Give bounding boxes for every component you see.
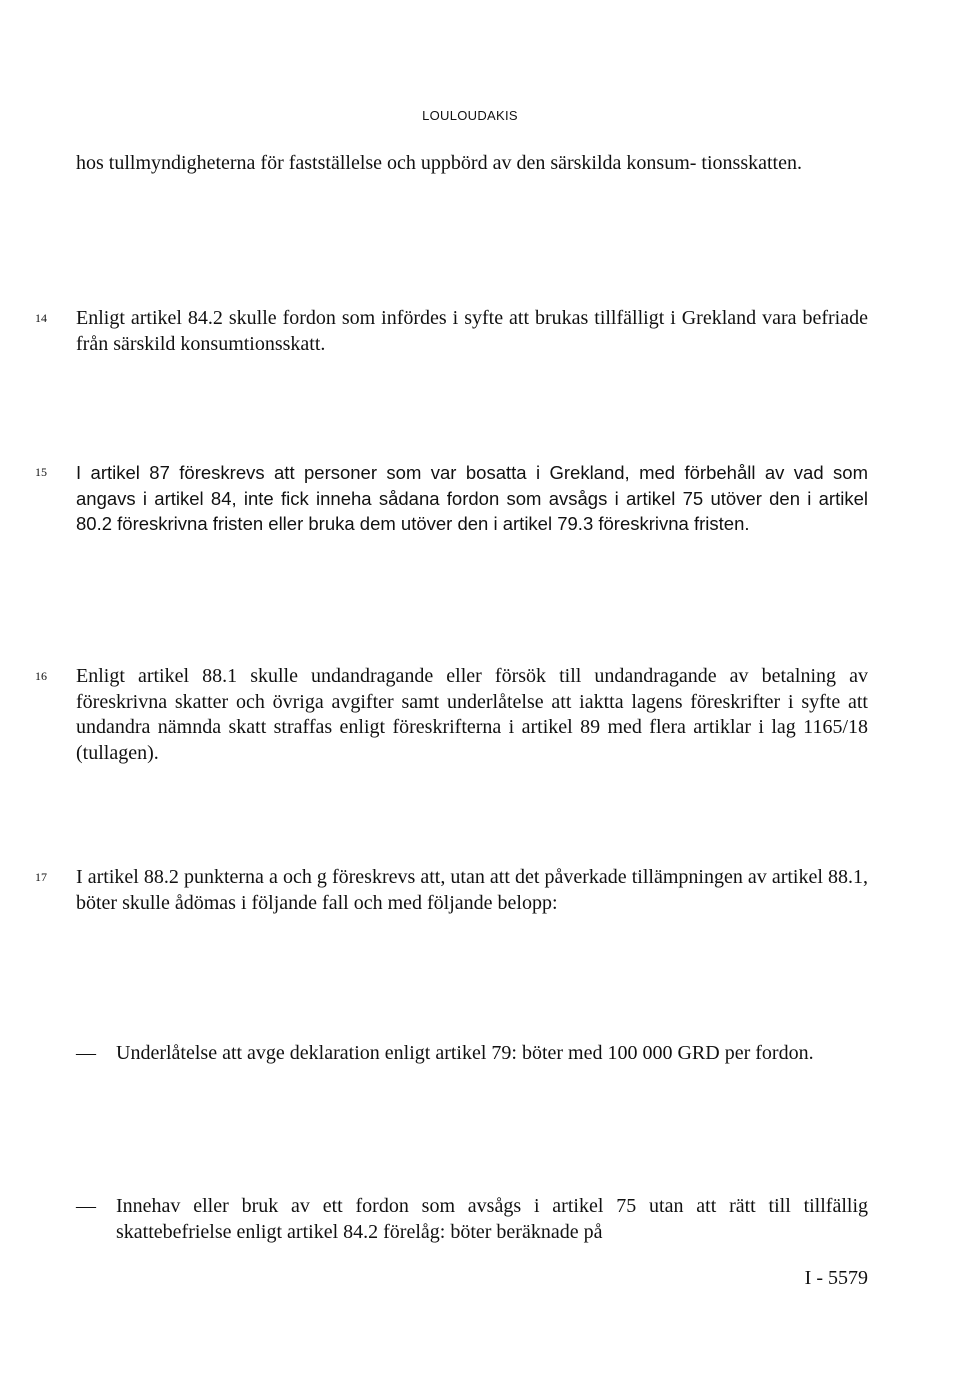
list-bullet: — <box>76 1195 96 1217</box>
paragraph-text: I artikel 88.2 punkterna a och g föreskrevs att, utan att det påverkade tillämpningen av artikel 88.1, böter skulle ådömas i följande fall och med följande belopp: <box>76 866 868 914</box>
list-bullet: — <box>76 1042 96 1064</box>
paragraph-number: 16 <box>35 669 47 683</box>
paragraph-number: 14 <box>35 311 47 325</box>
paragraph-text: Enligt artikel 84.2 skulle fordon som infördes i syfte att brukas tillfälligt i Grekland vara befriade från särskild konsumtionsskatt. <box>76 307 868 355</box>
list-item: Innehav eller bruk av ett fordon som avsågs i artikel 75 utan att rätt till tillfällig skattebefrielse enligt artikel 84.2 förelåg: böter beräknade på <box>116 1195 868 1243</box>
page-number: I - 5579 <box>804 1267 868 1289</box>
running-header: LOULOUDAKIS <box>422 108 518 123</box>
list-item: Underlåtelse att avge deklaration enligt artikel 79: böter med 100 000 GRD per fordon. <box>116 1042 814 1064</box>
paragraph-number: 15 <box>35 465 47 479</box>
paragraph-text: I artikel 87 föreskrevs att personer som var bosatta i Grekland, med förbehåll av vad som angavs i artikel 84, inte fick inneha sådana fordon som avsågs i artikel 75 utöver den i artikel 80.2 föreskrivna fristen eller bruka dem utöver den i artikel 79.3 föreskrivna fristen. <box>76 462 868 534</box>
paragraph-continuation: hos tullmyndigheterna för fastställelse och uppbörd av den särskilda konsum- tionsskatten. <box>76 152 802 174</box>
paragraph-number: 17 <box>35 870 47 884</box>
paragraph-text: Enligt artikel 88.1 skulle undandragande eller försök till undandragande av betalning av föreskrivna skatter och övriga avgifter samt underlåtelse att iaktta lagens föreskrifter i syfte att undandra nämnda skatt straffas enligt föreskrifterna i artikel 89 med flera artiklar i lag 1165/18 (tullagen). <box>76 665 868 764</box>
